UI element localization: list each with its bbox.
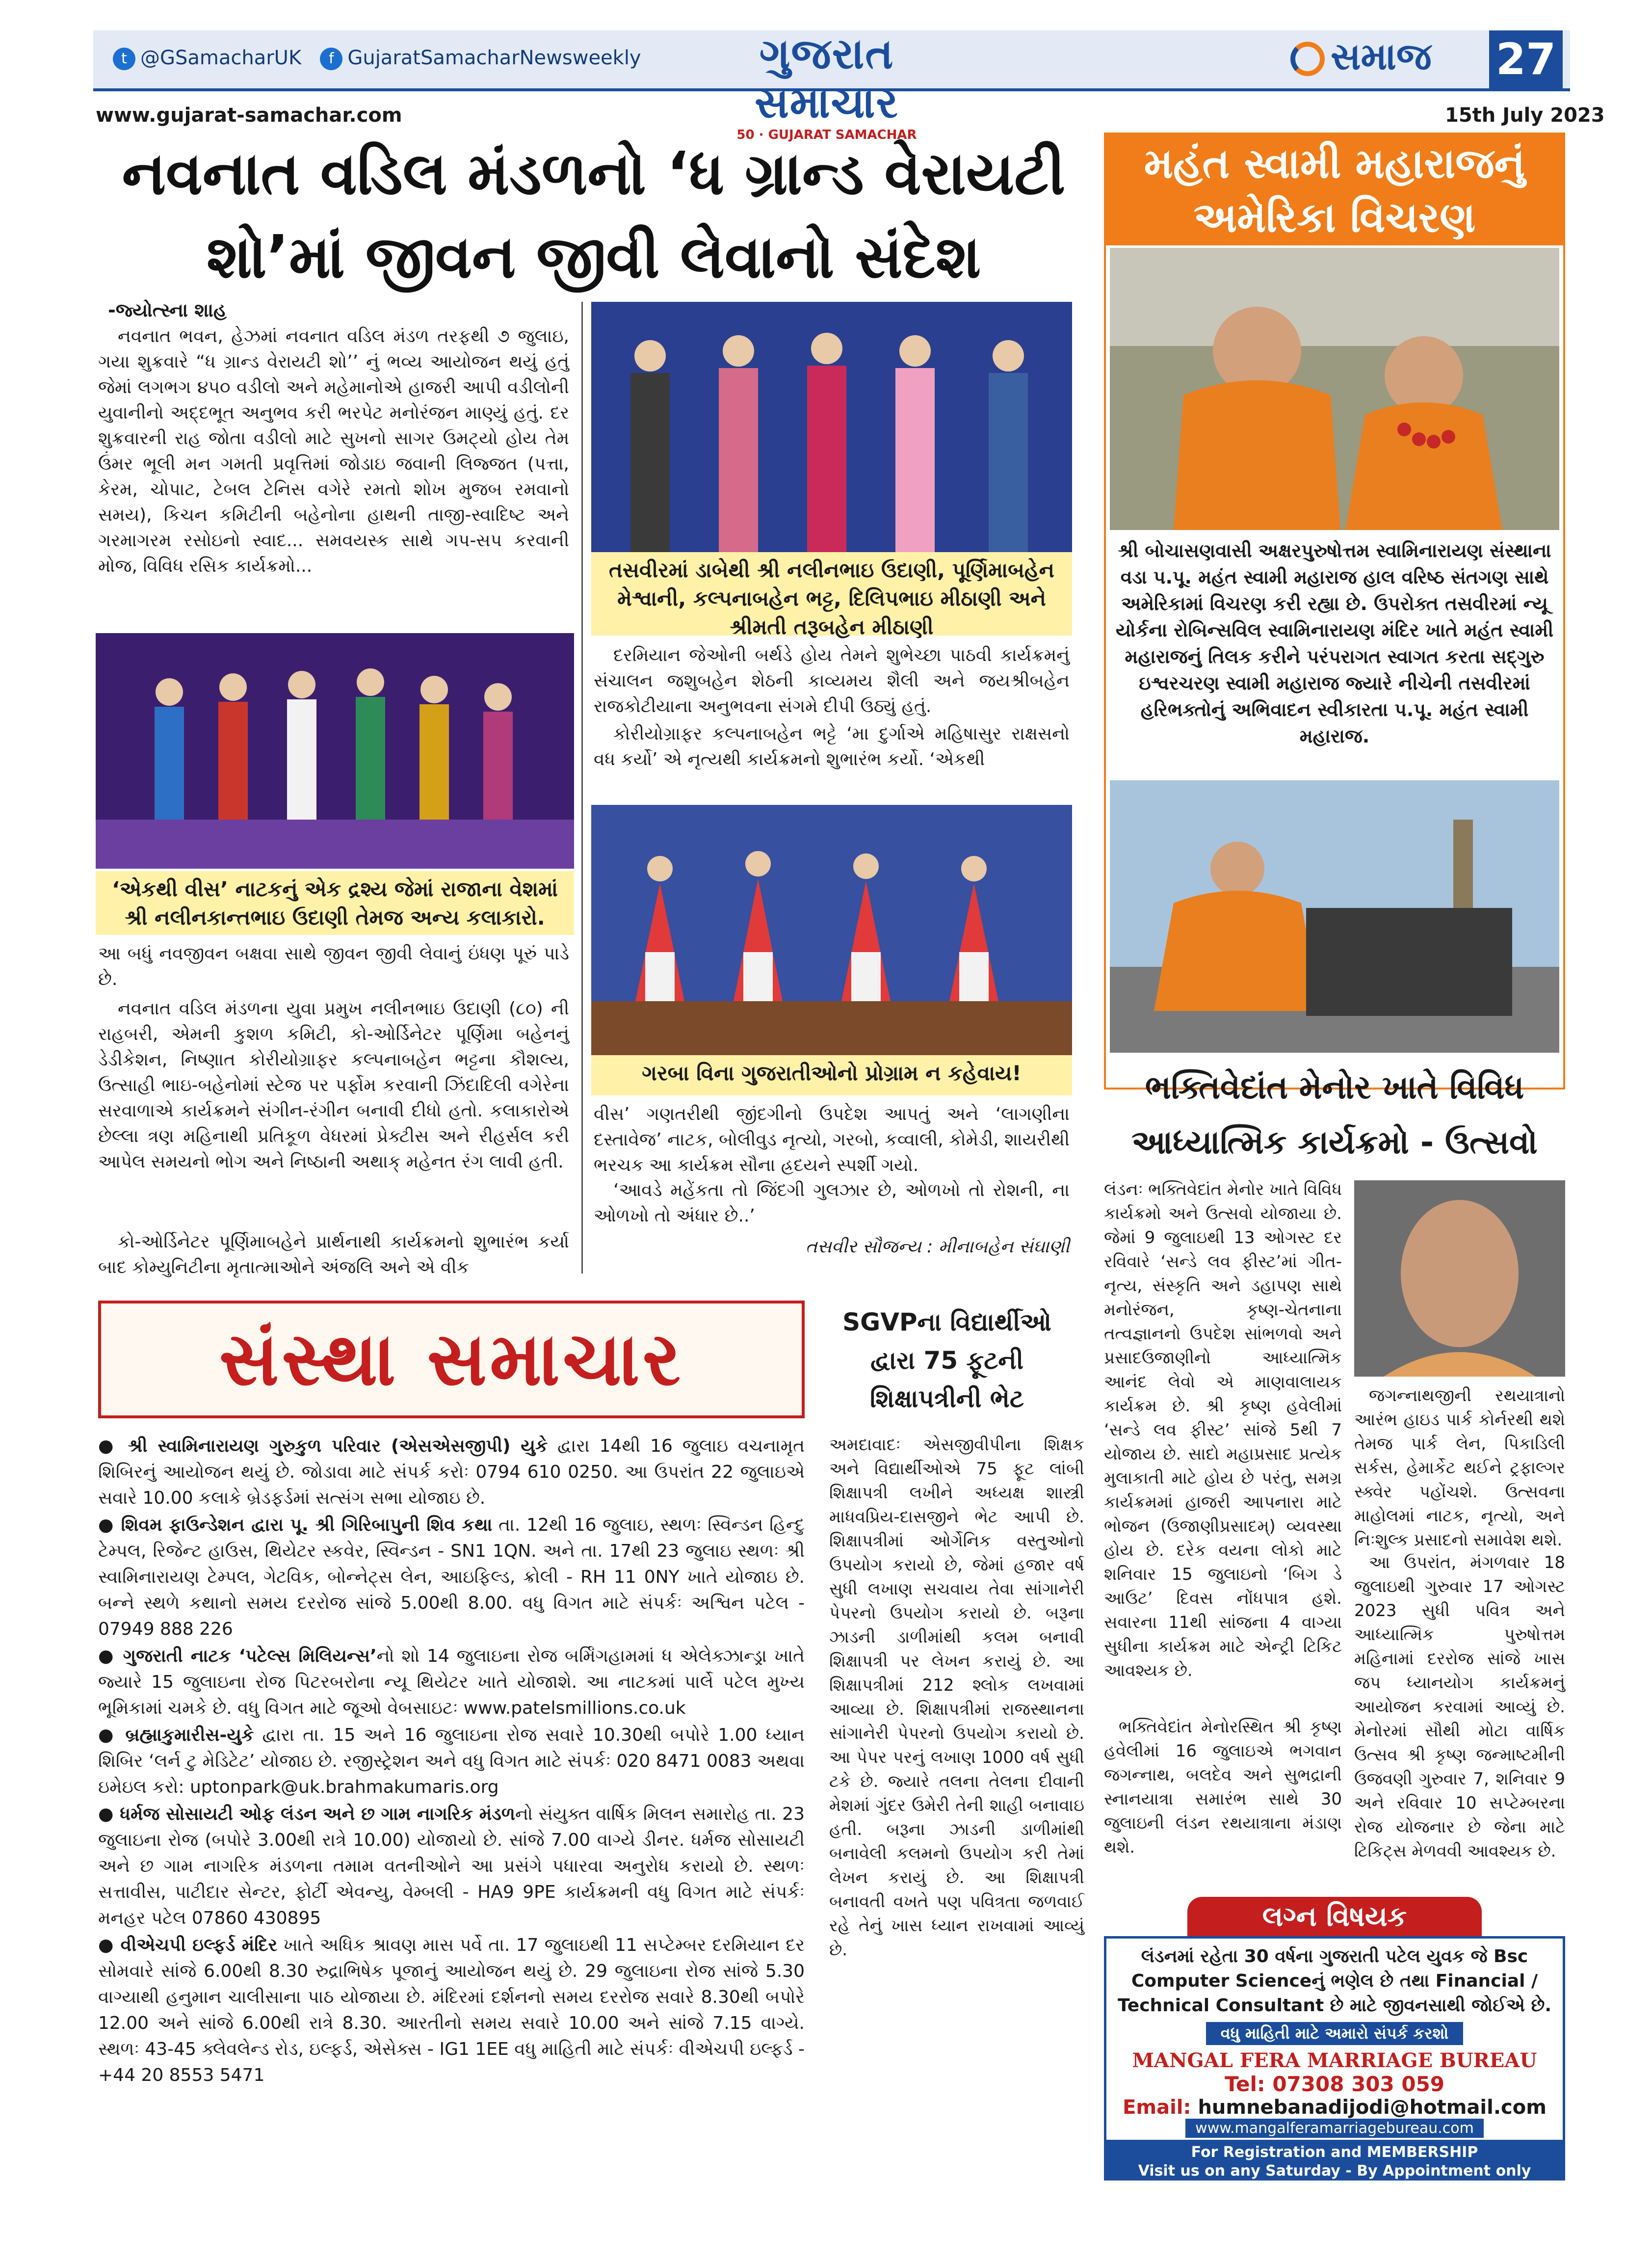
column-divider — [581, 302, 583, 1274]
page-number: 27 — [1489, 30, 1563, 88]
sanstha-item — [98, 1643, 805, 1721]
section-title — [1290, 34, 1432, 88]
sanstha-logo-text: સંસ્થા સમાચાર — [219, 1317, 684, 1402]
sgvp-body: અમદાવાદઃ એસજીવીપીના શિક્ષક અને વિદ્યાર્થીઓએ 75 ફૂટ લાંબી શિક્ષાપત્રી લખીને અધ્યક્ષ શાસ્ત્રી માધવપ્રિય-દાસજીને ભેટ આપી છે. શિક્ષાપત્રીમાં ઓર્ગેનિક વસ્તુઓનો ઉપયોગ કરાયો છે, જેમાં હજાર વર્ષ સુધી લખાણ સચવાય તેવા સાંગાનેરી પેપરનો ઉપયોગ કરાયો છે. બરૂના ઝાડની ડાળીમાંથી કલમ બનાવી શિક્ષાપત્રી પર લેખન કરાયું છે. આ શિક્ષાપત્રીમાં 212 શ્લોક લખવામાં આવ્યા છે. શિક્ષાપત્રીમાં રાજસ્થાનના સાંગાનેરી પેપરનો ઉપયોગ કરાયો છે. આ પેપર પરનું લખાણ 1000 વર્ષ સુધી ટકે છે. જ્યારે તલના તેલના દીવાની મેશમાં ગુંદર ઉમેરી તેની શાહી બનાવાઇ હતી. બરૂના ઝાડની ડાળીમાંથી બનાવેલી કલમનો ઉપયોગ કરી તેમાં લેખન કરાયું છે. આ શિક્ષાપત્રી બનાવતી વખતે પણ પવિત્રતા જળવાઈ રહે તેનું ખાસ ધ્યાન રાખવામાં આવ્યું છે. — [829, 1435, 1084, 1960]
facebook-icon: f — [320, 48, 342, 70]
sanstha-item-text: નો શો 14 જુલાઇના રોજ બર્મિંગહામમાં ધ એલેક્ઝાન્ડ્રા ખાતે જ્યારે 15 જુલાઇના રોજ પિટરબરોના ન્યૂ થિયેટર ખાતે યોજાશે. આ નાટકમાં પાર્લે પટેલ મુખ્ય ભૂમિકામાં ચમકે છે. વધુ વિગત માટે જૂઓ વેબસાઇટઃ www.patelsmillions.co.uk — [98, 1646, 805, 1718]
sanstha-item-title: ● ધર્મજ સોસાયટી ઓફ લંડન અને છ ગામ નાગરિક મંડળ — [98, 1804, 516, 1824]
sanstha-list — [98, 1433, 805, 2089]
section-label: સમાજ — [1331, 34, 1432, 78]
bhakti-col1-p1: લંડનઃ ભક્તિવેદાંત મેનોર ખાતે વિવિધ કાર્યક્રમો અને ઉત્સવો યોજાયા છે. જેમાં 9 જુલાઇથી 13 ઓગસ્ટ દર રવિવારે ‘સન્ડે લવ ફીસ્ટ’માં ગીત-નૃત્ય, સંસ્કૃતિ અને ડહાપણ સાથે મનોરંજન, કૃષ્ણ-ચેતનાના તત્વજ્ઞાનનો ઉપદેશ સાંભળવો અને પ્રસાદઉજાણીનો આધ્યાત્મિક આનંદ લેવો એ માણવાલાયક કાર્યક્રમ છે. શ્રી કૃષ્ણ હવેલીમાં ‘સન્ડે લવ ફીસ્ટ’ સાંજે 5થી 7 યોજાય છે. સાદો મહાપ્રસાદ પ્રત્યેક મુલાકાતી માટે હોય છે પરંતુ, સમગ્ર કાર્યક્રમમાં હાજરી આપનારા માટે ભોજન (ઉજાણીપ્રસાદમ્) વ્યવસ્થા હોય છે. દરેક વયના લોકો માટે શનિવાર 15 જુલાઇનો ‘બિગ ડે આઉટ’ દિવસ નોંધપાત્ર હશે. સવારના 11થી સાંજના 4 વાગ્યા સુધીના કાર્યક્રમ માટે એન્ટ્રી ટિકિટ આવશ્યક છે. — [1104, 1180, 1342, 1680]
marriage-bureau-name: MANGAL FERA MARRIAGE BUREAU — [1132, 2049, 1537, 2072]
website-url[interactable]: www.gujarat-samachar.com — [96, 104, 402, 127]
sanstha-item — [98, 1512, 805, 1642]
story-col1-p1: નવનાત ભવન, હેઝમાં નવનાત વડિલ મંડળ તરફથી ૭ જુલાઇ, ગયા શુક્રવારે “ધ ગ્રાન્ડ વેરાયટી શો’’ નું ભવ્ય આયોજન થયું હતું જેમાં લગભગ ૪૫૦ વડીલો અને મહેમાનોએ હાજરી આપી વડીલોની યુવાનીનો અદ્દભૂત અનુભવ કરી ભરપેટ મનોરંજન માણ્યું હતું. દર શુક્રવારની રાહ જોતા વડીલો માટે સુખનો સાગર ઉમટ્યો હોય તેમ ઉંમર ભૂલી મન ગમતી પ્રવૃત્તિમાં જોડાઇ જવાની લિજ્જત (પત્તા, કેરમ, ચોપાટ, ટેબલ ટેનિસ વગેરે રમતો શોખ મુજબ રમવાનો સમય), કિચન કમિટીની બહેનોના હાથની તાજી-સ્વાદિષ્ટ અને ગરમાગરમ રસોઇનો સ્વાદ... સમવયસ્ક સાથે ગપ-સપ કરવાની મોજ, વિવિધ રસિક કાર્યક્રમો... — [98, 326, 569, 576]
marriage-website[interactable]: www.mangalferamarriagebureau.com — [1185, 2119, 1484, 2138]
sgvp-title-1: SGVPના વિદ્યાર્થીઓ — [842, 1308, 1051, 1336]
sanstha-item-title: ● બ્રહ્માકુમારીસ-યુકે — [98, 1725, 254, 1745]
social-handles — [113, 47, 641, 70]
sanstha-item-text: ખાતે અધિક શ્રાવણ માસ પર્વે તા. 17 જુલાઇથી 11 સપ્ટેમ્બર દરમિયાન દર સોમવારે સાંજે 6.00થી 8.30 રુદ્રાભિષેક પૂજાનું આયોજન થયું છે. 29 જુલાઇના રોજ સાંજે 5.30 વાગ્યાથી હનુમાન ચાલીસાના પાઠ યોજાયા છે. મંદિરમાં દર્શનનો સમય દરરોજ સવારે 8.30થી બપોરે 12.00 અને સાંજે 6.00થી રાત્રે 8.30. આરતીનો સમય સવારે 10.00 અને સાંજે 7.15 વાગ્યે. સ્થળઃ 43-45 ક્લેવલેન્ડ રોડ, ઇલ્ફર્ડ, એસેક્સ - IG1 1EE વધુ માહિતી માટે સંપર્કઃ વીએચપી ઇલ્ફર્ડ - +44 20 8553 5471 — [98, 1935, 805, 2085]
masthead-title: ગુજરાત સમાચાર — [755, 29, 899, 128]
bhakti-headline — [1104, 1060, 1565, 1170]
main-headline — [103, 133, 1084, 299]
marriage-ad-text: લંડનમાં રહેતા 30 વર્ષના ગુજરાતી પટેલ યુવક જે Bsc Computer Scienceનું ભણેલ છે તથા Financial / Technical Consultant છે માટે જીવનસાથી જોઈએ છે. — [1118, 1946, 1551, 2016]
story-col1-p3: નવનાત વડિલ મંડળના યુવા પ્રમુખ નલીનભાઇ ઉદાણી (૮૦) ની રાહબરી, એમની કુશળ કમિટી, કો-ઓર્ડિનેટર પૂર્ણિમા બહેનનું ડેડીકેશન, નિષ્ણાત કોરીયોગ્રાફર કલ્પનાબહેન ભટ્ટના કૌશલ્ય, ઉત્સાહી ભાઇ-બહેનોમાં સ્ટેજ પર પર્ફોમ કરવાની ઝિંદાદિલી વગેરેના સરવાળાએ કાર્યક્રમને સંગીન-રંગીન બનાવી દીધો હતો. કલાકારોએ છેલ્લા ત્રણ મહિનાથી પ્રતિકૂળ વેધરમાં પ્રેક્ટીસ અને રીહર્સલ કરી આપેલ સમયનો ભોગ અને નિષ્ઠાની અથાક્ મહેનત રંગ લાવી હતી. — [98, 999, 569, 1172]
garba-illustration — [591, 805, 1072, 1055]
facebook-handle[interactable]: GujaratSamacharNewsweekly — [347, 47, 641, 69]
twitter-icon: t — [113, 48, 135, 70]
story-col2-p2: કોરીયોગ્રાફર કલ્પનાબહેન ભટ્ટે ‘મા દુર્ગાએ મહિષાસુર રાક્ષસનો વધ કર્યો’ એ નૃત્યથી કાર્યક્રમનો શુભારંભ કર્યો. ‘એકથી — [594, 724, 1070, 770]
marriage-contact-banner: વધુ માહિતી માટે અમારો સંપર્ક કરશો — [1206, 2022, 1464, 2045]
bhakti-col2-p1: જગન્નાથજીની રથયાત્રાનો આરંભ હાઇડ પાર્ક કોર્નરથી થશે તેમજ પાર્ક લેન, પિકાડિલી સર્કસ, હેમાર્કેટ થઈને ટ્રફાલ્ગર સ્ક્વેર પહોંચશે. ઉત્સવના માહોલમાં નાટક, નૃત્યો, અને નિઃશુલ્ક પ્રસાદનો સમાવેશ થશે. — [1354, 1386, 1565, 1550]
mahant-greeting-illustration — [1110, 780, 1559, 1053]
sgvp-title-2: દ્વારા 75 ફૂટની — [870, 1346, 1023, 1375]
headline-line-1: નવનાત વડિલ મંડળનો ‘ધ ગ્રાન્ડ વેરાયટી — [122, 140, 1066, 208]
mahant-tilak-photo — [1110, 248, 1559, 530]
marriage-footer-line-2: Visit us on any Saturday - By Appointment only — [1138, 2162, 1531, 2180]
sgvp-title-3: શિક્ષાપત્રીની ભેટ — [870, 1384, 1024, 1413]
story-col2-p4: ‘આવડે મહેંકતા તો જિંદગી ગુલઝાર છે, ઓળખો તો રોશની, ના ઓળખો તો અંધાર છે..’ — [594, 1180, 1070, 1226]
sanstha-item-text: નો સંયુક્ત વાર્ષિક મિલન સમારોહ તા. 23 જુલાઇના રોજ (બપોરે 3.00થી રાત્રે 10.00) યોજાયો છે. સાંજે 7.00 વાગ્યે ડીનર. ધર્મજ સોસાયટી અને છ ગામ નાગરિક મંડળના તમામ વતનીઓને આ પ્રસંગે પધારવા અનુરોધ કરાયો છે. સ્થળઃ સત્તાવીસ, પાટીદાર સેન્ટર, ફોર્ટી એવન્યુ, વેમ્બલી - HA9 9PE કાર્યક્રમની વધુ વિગત માટે સંપર્કઃ મનહર પટેલ 07860 430895 — [98, 1804, 805, 1928]
play-scene-photo — [96, 633, 574, 869]
sanstha-item-title: ● વીએચપી ઇલ્ફર્ડ મંદિર — [98, 1935, 278, 1955]
marriage-footer — [1104, 2142, 1565, 2181]
story-col1-p4: કો-ઓર્ડિનેટર પૂર્ણિમાબહેને પ્રાર્થનાથી કાર્યક્રમનો શુભારંભ કર્યા બાદ કોમ્યુનિટીના મૃતાત્માઓને અંજલિ અને એ વીક — [98, 1232, 569, 1277]
marriage-phone[interactable]: Tel: 07308 303 059 — [1224, 2072, 1445, 2096]
mahant-title-1: મહંત સ્વામી મહારાજનું — [1144, 139, 1525, 187]
sanstha-item — [98, 1433, 805, 1511]
story-col1-p2: આ બધું નવજીવન બક્ષવા સાથે જીવન જીવી લેવાનું ઇંધણ પૂરું પાડે છે. — [98, 944, 569, 989]
sgvp-headline — [829, 1303, 1065, 1418]
sanstha-item-title: ● ગુજરાતી નાટક ‘પટેલ્સ મિલિયન્સ’ — [98, 1646, 377, 1666]
issue-date: 15th July 2023 — [1445, 104, 1605, 127]
twitter-handle[interactable]: @GSamacharUK — [140, 47, 302, 69]
sanstha-item — [98, 1801, 805, 1931]
masthead-logo: ગુજરાત સમાચાર 50 · GUJARAT SAMACHAR — [721, 29, 932, 98]
sanstha-item-text: દ્વારા તા. 15 અને 16 જુલાઇના રોજ સવારે 10.30થી બપોરે 1.00 ધ્યાન શિબિર ‘લર્ન ટુ મેડિટેટ’ યોજાઇ છે. રજીસ્ટ્રેશન અને વધુ વિગત માટે સંપર્કઃ 020 8471 0083 અથવા ઇમેઇલ કરો: uptonpark@uk.brahmakumaris.org — [98, 1725, 805, 1797]
bhakti-title-1: ભક્તિવેદાંત મેનોર ખાતે વિવિધ — [1145, 1068, 1524, 1106]
mahant-tilak-illustration — [1110, 248, 1559, 530]
sanstha-item — [98, 1932, 805, 2088]
group-stage-illustration — [591, 302, 1072, 552]
mahant-greeting-photo — [1110, 780, 1559, 1053]
story-col2-p3: વીસ’ ગણતરીથી જીંદગીનો ઉપદેશ આપતું અને ‘લાગણીના દસ્તાવેજ’ નાટક, બોલીવુડ નૃત્યો, ગરબો, કવ્વાલી, કોમેડી, શાયરીથી ભરચક આ કાર્યક્રમ સૌના હ્રદયને સ્પર્શી ગયો. — [594, 1104, 1070, 1175]
bhakti-title-2: આધ્યાત્મિક કાર્યક્રમો - ઉત્સવો — [1131, 1123, 1538, 1161]
bhakti-col1-p2: ભક્તિવેદાંત મેનોરસ્થિત શ્રી કૃષ્ણ હવેલીમાં 16 જુલાઇએ ભગવાન જગન્નાથ, બલદેવ અને સુભદ્રાની સ્નાનયાત્રા સમારંભ સાથે 30 જુલાઇની લંડન રથયાત્રાના મંડાણ થશે. — [1104, 1717, 1342, 1857]
samaj-logo-icon — [1290, 42, 1325, 76]
play-scene-caption: ‘એકથી વીસ’ નાટકનું એક દ્રશ્ય જેમાં રાજાના વેશમાં શ્રી નલીનકાન્તભાઇ ઉદાણી તેમજ અન્ય કલાકારો. — [96, 871, 574, 935]
sanstha-item-text: તા. 12થી 16 જુલાઇ, સ્થળઃ સ્વિન્ડન હિન્દુ ટેમ્પલ, રિજેન્ટ હાઉસ, થિયેટર સ્કવેર, સ્વિન્ડન - SN1 1QN. અને તા. 17થી 23 જુલાઇ સ્થળઃ શ્રી સ્વામિનારાયણ ટેમ્પલ, ગેટવિક, બોન્નેટ્સ લેન, આઇફિલ્ડ, ક્રોલી - RH 11 0NY ખાતે યોજાઇ છે. બન્ને સ્થળે કથાનો સમય દરરોજ સાંજે 5.00થી 8.00. વધુ વિગત માટે સંપર્કઃ અશ્વિન પટેલ - 07949 888 226 — [98, 1515, 805, 1639]
prabhupada-photo — [1354, 1180, 1565, 1377]
sanstha-item-title: ● શિવમ ફાઉન્ડેશન દ્વારા પૂ. શ્રી ગિરિબાપુની શિવ કથા — [98, 1515, 493, 1535]
mahant-title-2: અમેરિકા વિચરણ — [1193, 193, 1476, 241]
mahant-caption: શ્રી બોચાસણવાસી અક્ષરપુરુષોત્તમ સ્વામિનારાયણ સંસ્થાના વડા પ.પૂ. મહંત સ્વામી મહારાજ હાલ વરિષ્ઠ સંતગણ સાથે અમેરિકામાં વિચરણ કરી રહ્યા છે. ઉપરોક્ત તસવીરમાં ન્યૂ યોર્કના રોબિન્સવિલ સ્વામિનારાયણ મંદિર ખાતે મહંત સ્વામી મહારાજનું તિલક કરીને પરંપરાગત સ્વાગત કરતા સદ્ગુરુ ઇશ્વરચરણ સ્વામી મહારાજ જ્યારે નીચેની તસવીરમાં હરિભક્તોનું અભિવાદન સ્વીકારતા પ.પૂ. મહંત સ્વામી મહારાજ. — [1115, 540, 1554, 747]
story-col2-p1: દરમિયાન જેઓની બર્થડે હોય તેમને શુભેચ્છા પાઠવી કાર્યક્રમનું સંચાલન જશુબહેન શેઠની કાવ્યમય શૈલી અને જયશ્રીબહેન રાજકોટીયાના અનુભવના સંગમે દીપી ઉઠ્યું હતું. — [594, 645, 1070, 717]
bhakti-col2-p2: આ ઉપરાંત, મંગળવાર 18 જુલાઇથી ગુરુવાર 17 ઓગસ્ટ 2023 સુધી પવિત્ર અને આધ્યાત્મિક પુરુષોત્તમ મહિનામાં દરરોજ સાંજે ખાસ જપ ધ્યાનયોગ કાર્યક્રમનું આયોજન કરવામાં આવ્યું છે. મેનોરમાં સૌથી મોટા વાર્ષિક ઉત્સવ શ્રી કૃષ્ણ જન્માષ્ટમીની ઉજવણી ગુરુવાર 7, શનિવાર 9 અને રવિવાર 10 સપ્ટેમ્બરના રોજ યોજનાર છે જેના માટે ટિકિટ્સ મેળવવી આવશ્યક છે. — [1354, 1553, 1565, 1861]
sanstha-item-text: દ્વારા 14થી 16 જુલાઇ વચનામૃત શિબિરનું આયોજન થયું છે. જોડાવા માટે સંપર્ક કરોઃ 0794 610 0250. આ ઉપરાંત 22 જુલાઇએ સવારે 10.00 કલાકે બ્રેડફર્ડમાં સત્સંગ સભા યોજાઇ છે. — [98, 1436, 805, 1508]
anniversary-badge: 50 — [736, 128, 755, 142]
garba-caption: ગરબા વિના ગુજરાતીઓનો પ્રોગ્રામ ન કહેવાય! — [591, 1055, 1072, 1095]
email-label: Email: — [1123, 2096, 1198, 2119]
masthead-subtitle: GUJARAT SAMACHAR — [768, 128, 917, 142]
marriage-footer-line-1: For Registration and MEMBERSHIP — [1191, 2144, 1478, 2161]
byline: -જ્યોત્સ્ના શાહ — [108, 299, 227, 321]
sanstha-item — [98, 1722, 805, 1800]
headline-line-2: શો’માં જીવન જીવી લેવાનો સંદેશ — [206, 223, 981, 292]
marriage-email[interactable]: humnebanadijodi@hotmail.com — [1198, 2096, 1547, 2119]
play-scene-illustration — [96, 633, 574, 869]
sanstha-item-title: ● શ્રી સ્વામિનારાયણ ગુરુકુળ પરિવાર (એસએસજીપી) યુકે — [98, 1436, 548, 1456]
prabhupada-illustration — [1354, 1180, 1565, 1377]
group-stage-photo — [591, 302, 1072, 552]
garba-photo — [591, 805, 1072, 1055]
mahant-box-title — [1104, 133, 1565, 245]
marriage-ad — [1104, 1936, 1565, 2142]
marriage-ad-header: લગ્ન વિષયક — [1187, 1897, 1482, 1937]
group-stage-caption: તસવીરમાં ડાબેથી શ્રી નલીનભાઇ ઉદાણી, પૂર્ણિમાબહેન મેશ્વાની, કલ્પનાબહેન ભટ્ટ, દિલિપભાઇ મીઠાણી અને શ્રીમતી તરૂબહેન મીઠાણી — [591, 552, 1072, 636]
sanstha-samachar-logo — [98, 1301, 805, 1418]
photo-credit: તસવીર સૌજન્ય : મીનાબહેન સંઘાણી — [805, 1237, 1070, 1257]
